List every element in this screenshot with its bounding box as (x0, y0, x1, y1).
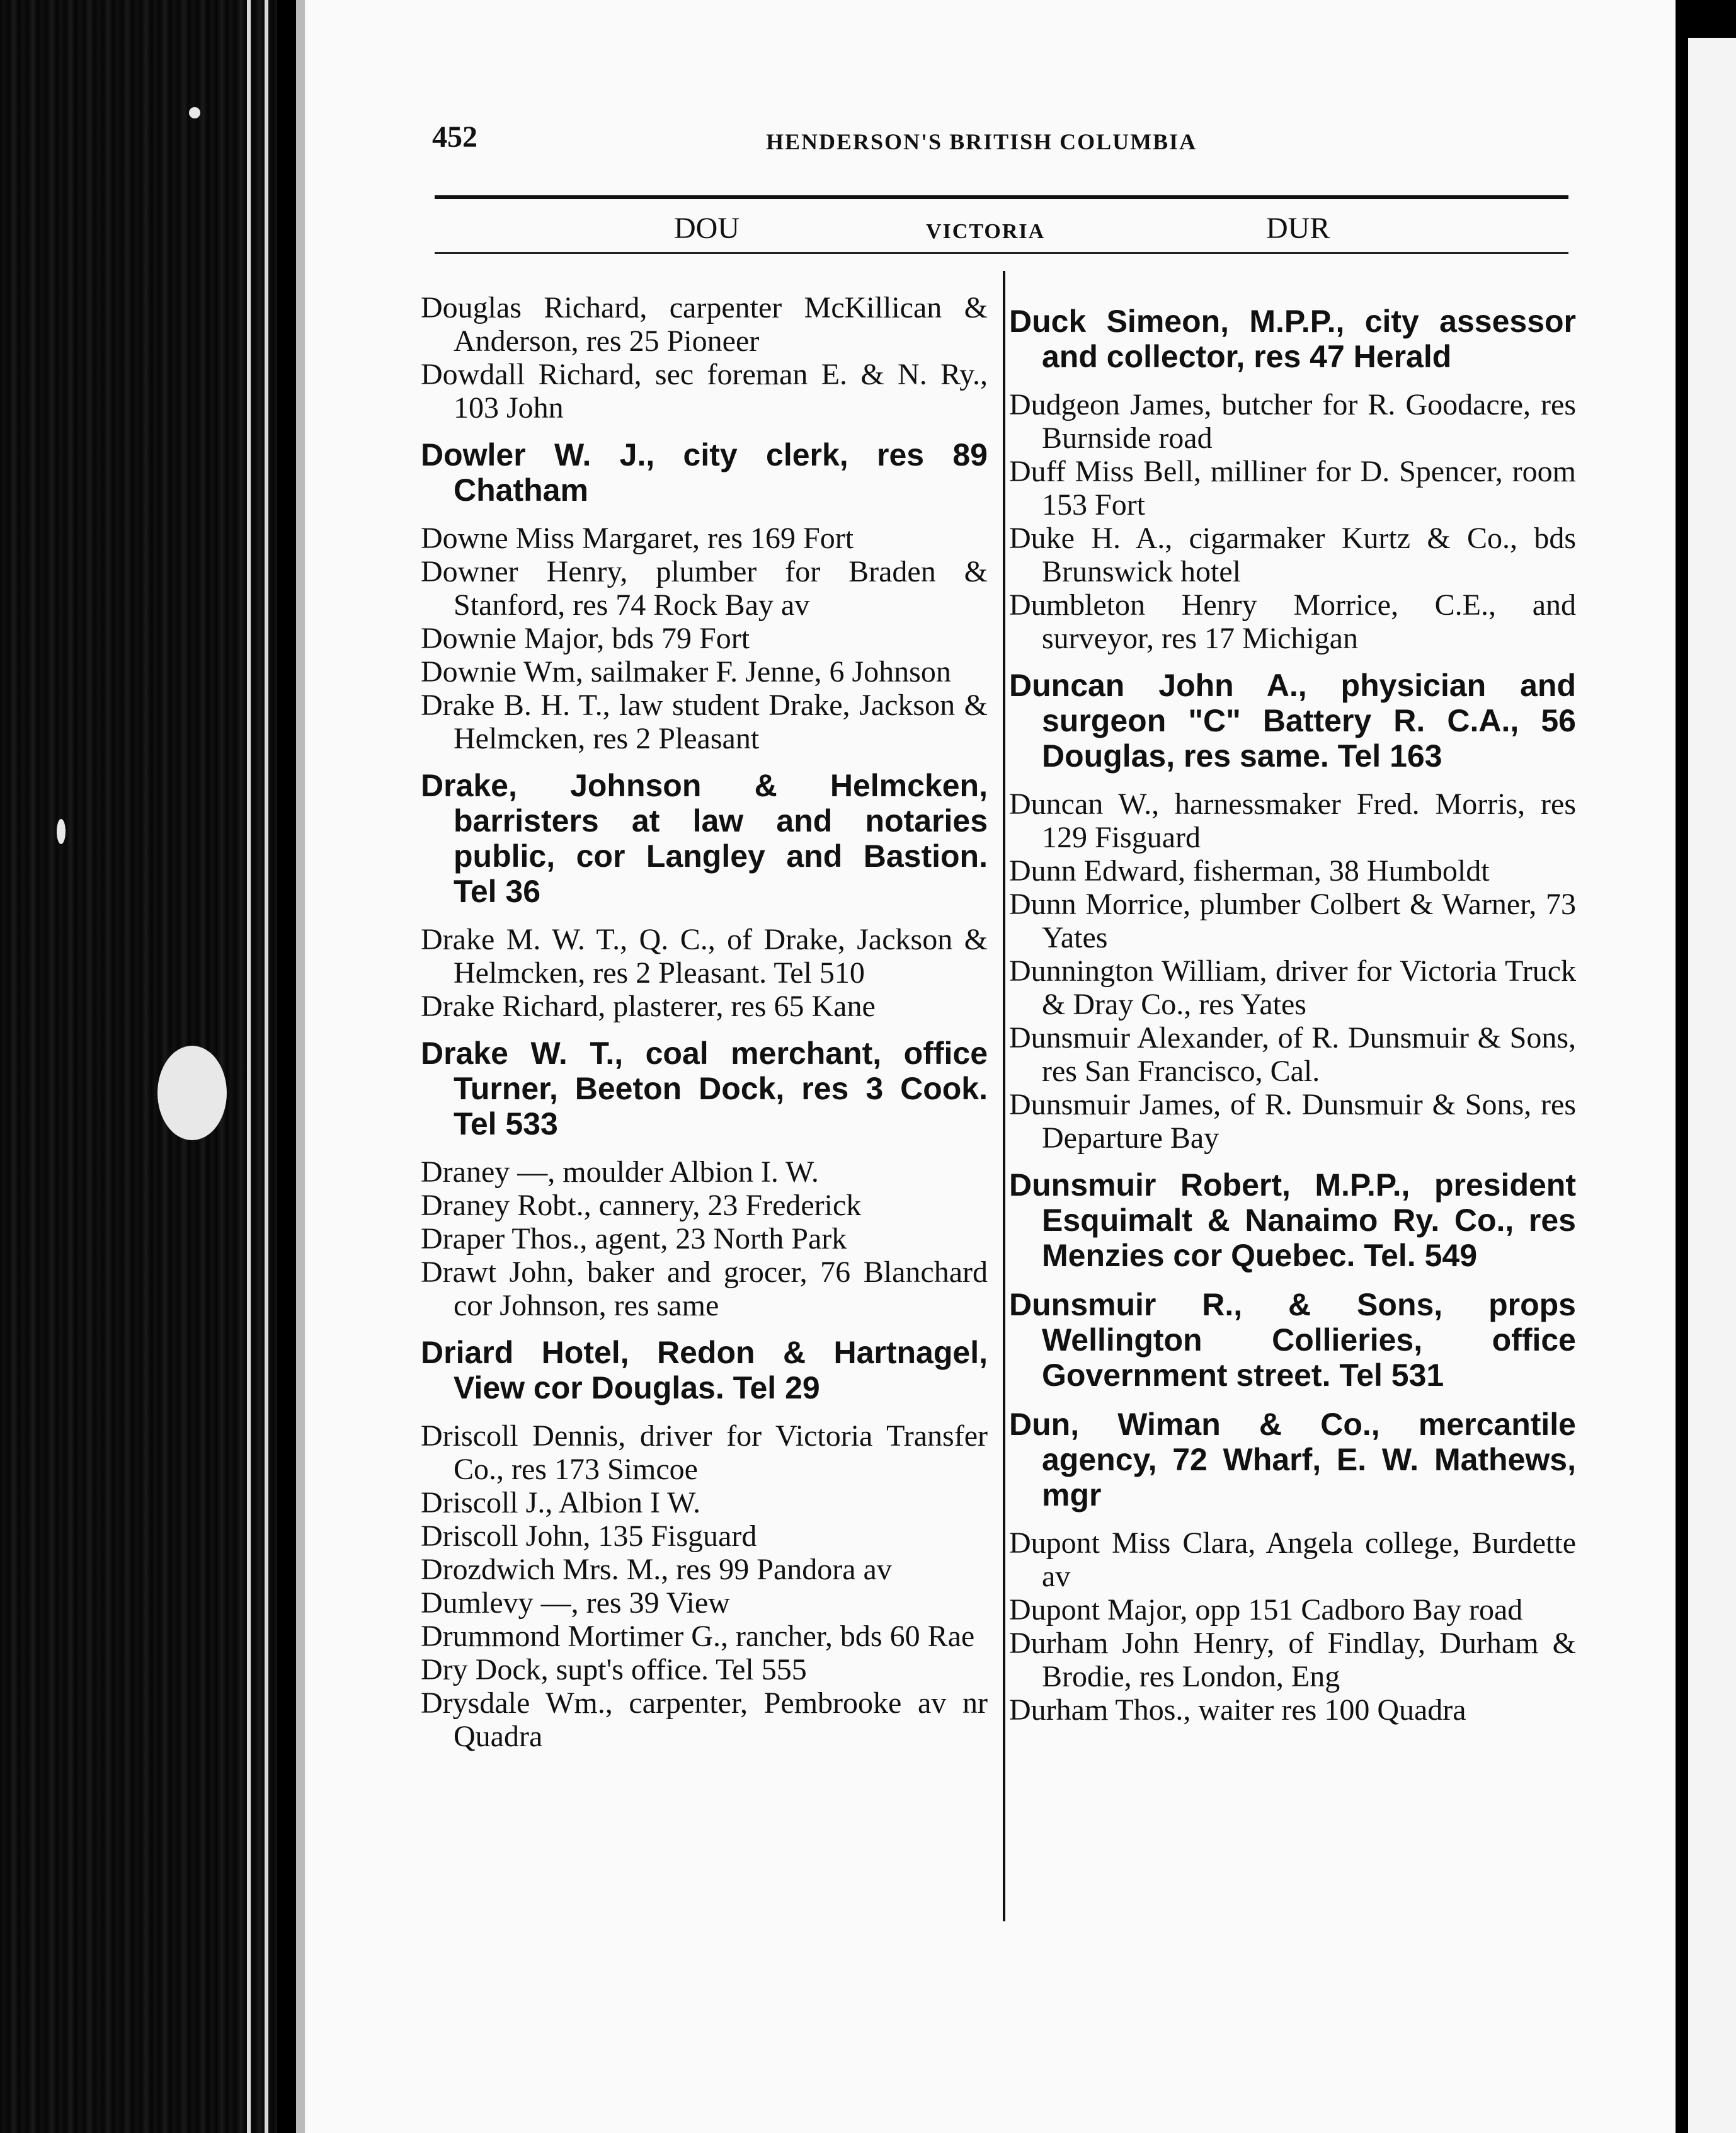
running-title: HENDERSON'S BRITISH COLUMBIA (766, 129, 1197, 154)
binding-edge-line (265, 0, 268, 2133)
directory-entry: Drummond Mortimer G., rancher, bds 60 Rae (421, 1620, 975, 1653)
directory-entry: Driscoll Dennis, driver for Victoria Transfer Co., res 173 Simcoe (421, 1419, 988, 1486)
directory-entry: Draney Robt., cannery, 23 Frederick (421, 1189, 862, 1222)
paper-speck (57, 819, 66, 844)
directory-entry: Driscoll J., Albion I W. (421, 1486, 701, 1519)
directory-entry: Douglas Richard, carpenter McKillican & Anderson, res 25 Pioneer (421, 291, 988, 358)
directory-entry: Durham Thos., waiter res 100 Quadra (1009, 1693, 1466, 1727)
directory-entry: Draper Thos., agent, 23 North Park (421, 1222, 847, 1255)
directory-entry: Dunsmuir Alexander, of R. Dunsmuir & Sons, res San Francisco, Cal. (1009, 1021, 1576, 1088)
directory-entry: Drake B. H. T., law student Drake, Jackson & Helmcken, res 2 Pleasant (421, 689, 988, 755)
facing-page-edge (1688, 38, 1736, 2133)
directory-entry: Downer Henry, plumber for Braden & Stanford, res 74 Rock Bay av (421, 555, 988, 622)
directory-entry: Dudgeon James, butcher for R. Goodacre, res Burnside road (1009, 388, 1576, 455)
column-divider (1003, 271, 1005, 1921)
guide-rule (435, 252, 1568, 254)
directory-entry: Dupont Major, opp 151 Cadboro Bay road (1009, 1593, 1523, 1627)
page-edge-shadow (296, 0, 305, 2133)
guide-word-left: DOU (674, 212, 740, 245)
directory-entry: Downe Miss Margaret, res 169 Fort (421, 522, 854, 555)
guide-word-city: VICTORIA (926, 220, 1046, 243)
directory-entry-advertised: Dunsmuir R., & Sons, props Wellington Collieries, office Government street. Tel 531 (1009, 1287, 1576, 1393)
directory-entry-advertised: Dunsmuir Robert, M.P.P., president Esquimalt & Nanaimo Ry. Co., res Menzies cor Quebec. Tel. 549 (1009, 1167, 1576, 1273)
header-rule (435, 195, 1568, 199)
left-column (421, 291, 988, 1753)
directory-entry: Draney —, moulder Albion I. W. (421, 1155, 819, 1189)
directory-entry: Downie Wm, sailmaker F. Jenne, 6 Johnson (421, 655, 951, 689)
directory-entry-advertised: Dun, Wiman & Co., mercantile agency, 72 Wharf, E. W. Mathews, mgr (1009, 1407, 1576, 1513)
directory-entry: Dunnington William, driver for Victoria Truck & Dray Co., res Yates (1009, 954, 1576, 1021)
paper-speck (189, 107, 200, 118)
directory-entry: Dry Dock, supt's office. Tel 555 (421, 1653, 807, 1686)
directory-entry: Dunn Edward, fisherman, 38 Humboldt (1009, 854, 1490, 888)
book-binding (0, 0, 277, 2133)
directory-entry: Drake Richard, plasterer, res 65 Kane (421, 990, 876, 1023)
guide-words (435, 211, 1568, 261)
directory-entry: Duff Miss Bell, milliner for D. Spencer, room 153 Fort (1009, 455, 1576, 522)
directory-entry: Durham John Henry, of Findlay, Durham & Brodie, res London, Eng (1009, 1627, 1576, 1693)
directory-entry: Duncan W., harnessmaker Fred. Morris, res 129 Fisguard (1009, 787, 1576, 854)
directory-entry: Drysdale Wm., carpenter, Pembrooke av nr Quadra (421, 1686, 988, 1753)
directory-entry-advertised: Dowler W. J., city clerk, res 89 Chatham (421, 437, 988, 508)
right-column (1009, 291, 1576, 1727)
directory-entry: Dumbleton Henry Morrice, C.E., and surveyor, res 17 Michigan (1009, 588, 1576, 655)
directory-entry: Dunn Morrice, plumber Colbert & Warner, 73 Yates (1009, 888, 1576, 954)
directory-entry: Duke H. A., cigarmaker Kurtz & Co., bds Brunswick hotel (1009, 522, 1576, 588)
directory-entry: Drake M. W. T., Q. C., of Drake, Jackson & Helmcken, res 2 Pleasant. Tel 510 (421, 923, 988, 990)
directory-entry: Downie Major, bds 79 Fort (421, 622, 750, 655)
page-number: 452 (432, 120, 477, 154)
directory-entry-advertised: Driard Hotel, Redon & Hartnagel, View cor Douglas. Tel 29 (421, 1335, 988, 1405)
directory-entry-advertised: Drake, Johnson & Helmcken, barristers at law and notaries public, cor Langley and Bastion. Tel 36 (421, 768, 988, 909)
directory-entry: Driscoll John, 135 Fisguard (421, 1519, 757, 1553)
directory-entry: Dumlevy —, res 39 View (421, 1586, 730, 1620)
directory-entry: Dunsmuir James, of R. Dunsmuir & Sons, res Departure Bay (1009, 1088, 1576, 1155)
directory-entry: Dowdall Richard, sec foreman E. & N. Ry., 103 John (421, 358, 988, 425)
guide-word-right: DUR (1266, 212, 1330, 245)
binding-edge-line (247, 0, 251, 2133)
page-header (432, 120, 1566, 164)
directory-entry: Dupont Miss Clara, Angela college, Burdette av (1009, 1526, 1576, 1593)
directory-entry-advertised: Duncan John A., physician and surgeon "C" Battery R. C.A., 56 Douglas, res same. Tel 163 (1009, 668, 1576, 774)
directory-entry: Drawt John, baker and grocer, 76 Blanchard cor Johnson, res same (421, 1255, 988, 1322)
paper-stain (157, 1046, 227, 1140)
directory-entry-advertised: Drake W. T., coal merchant, office Turner, Beeton Dock, res 3 Cook. Tel 533 (421, 1036, 988, 1141)
directory-entry: Drozdwich Mrs. M., res 99 Pandora av (421, 1553, 892, 1586)
directory-entry-advertised: Duck Simeon, M.P.P., city assessor and collector, res 47 Herald (1009, 304, 1576, 374)
